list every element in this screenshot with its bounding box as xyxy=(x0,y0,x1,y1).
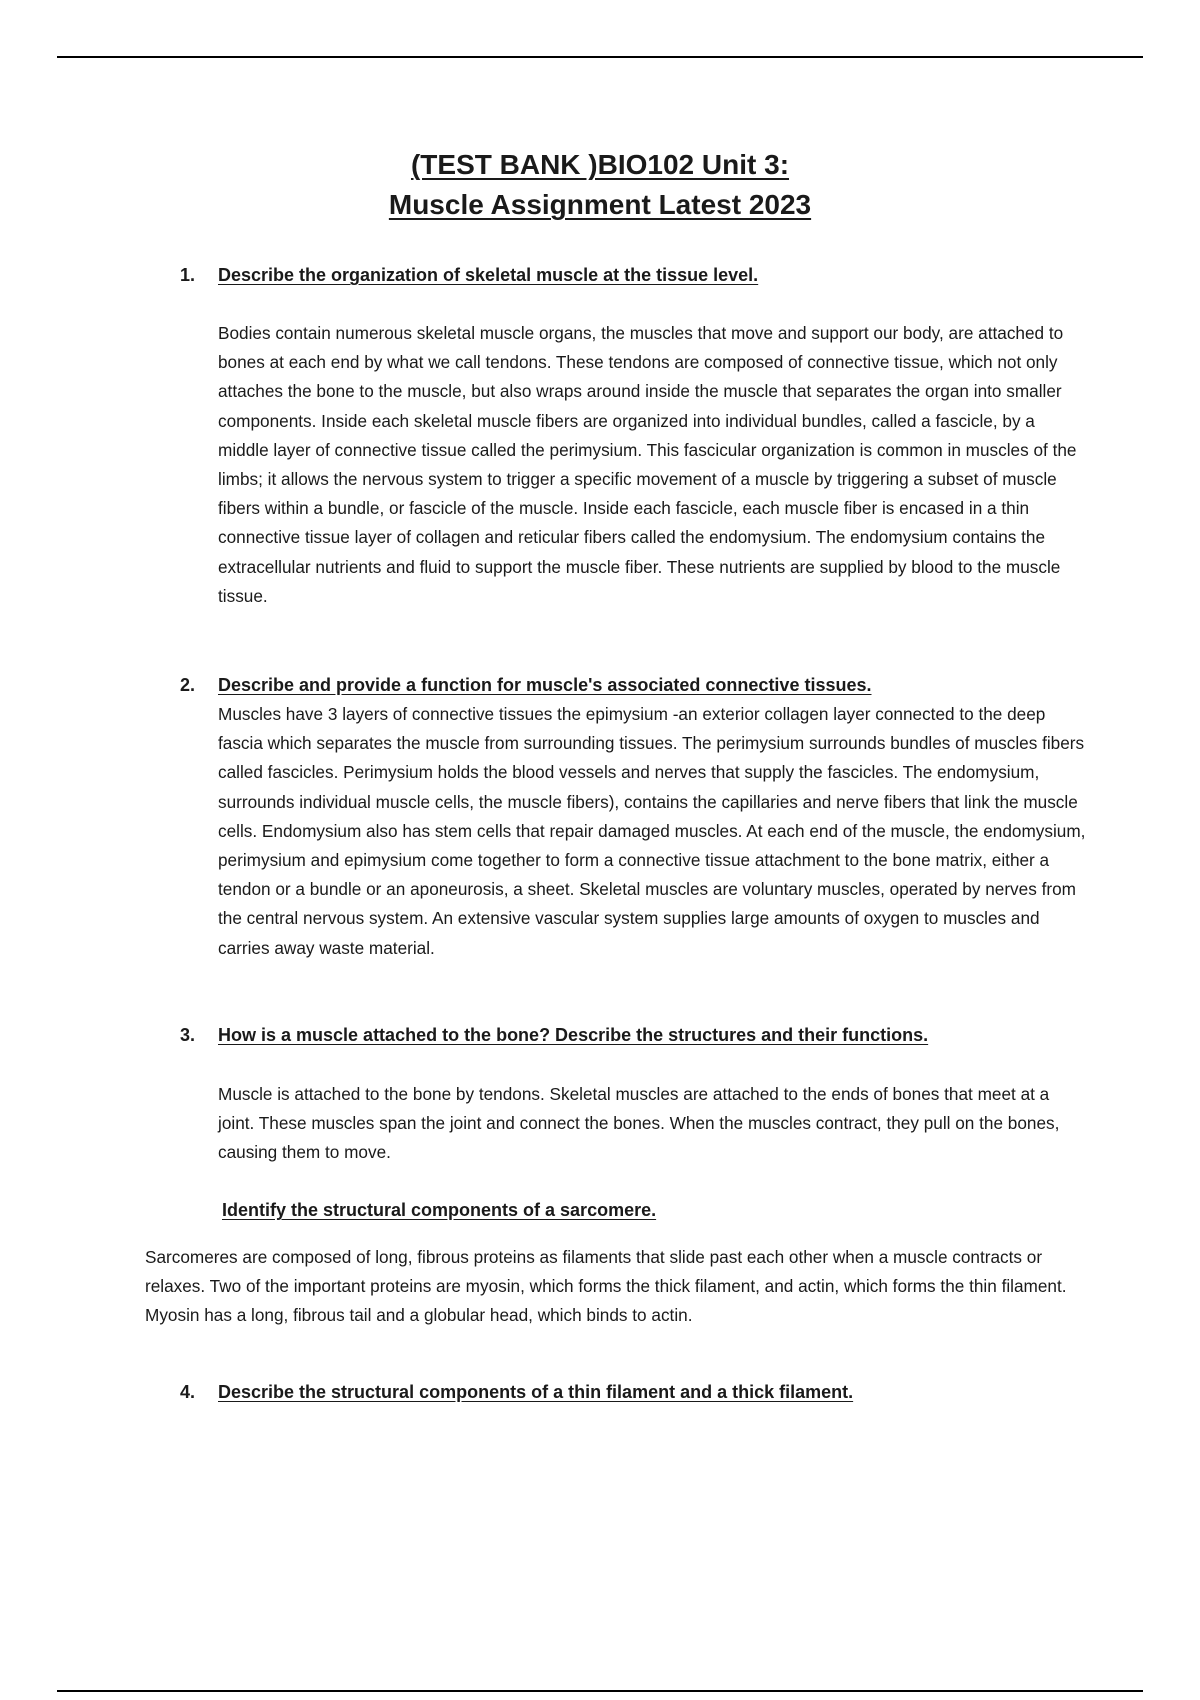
bottom-rule xyxy=(57,1690,1143,1692)
title-line-1: (TEST BANK )BIO102 Unit 3: xyxy=(410,149,790,180)
question-number: 1. xyxy=(180,265,196,285)
question-text: How is a muscle attached to the bone? Describe the structures and their functions. xyxy=(218,1025,929,1045)
question-text: Describe the structural components of a thin filament and a thick filament. xyxy=(218,1382,854,1402)
question-text: Describe and provide a function for muscle's associated connective tissues. xyxy=(218,675,872,695)
question-number: 2. xyxy=(180,675,196,695)
sarcomere-answer: Sarcomeres are composed of long, fibrous proteins as filaments that slide past each other when a muscle contracts or relaxes. Two of the important proteins are myosin, which forms the thick filament, and actin, which forms the thin filament. Myosin has a long, fibrous tail and a globular head, which binds to actin. xyxy=(145,1247,1067,1326)
top-rule xyxy=(57,56,1143,58)
question-1 xyxy=(180,262,1080,288)
title-line-2: Muscle Assignment Latest 2023 xyxy=(388,189,812,220)
answer-3: Muscle is attached to the bone by tendons. Skeletal muscles are attached to the ends of bones that meet at a joint. These muscles span the joint and connect the bones. When the muscles contract, they pull on the bones, causing them to move. xyxy=(218,1084,1060,1163)
document-title xyxy=(0,145,1200,225)
question-4 xyxy=(180,1379,1080,1405)
question-number: 3. xyxy=(180,1025,196,1045)
question-text: Describe the organization of skeletal muscle at the tissue level. xyxy=(218,265,759,285)
question-3 xyxy=(180,1022,1080,1048)
question-number: 4. xyxy=(180,1382,196,1402)
question-2 xyxy=(180,672,1080,698)
answer-1: Bodies contain numerous skeletal muscle organs, the muscles that move and support our body, are attached to bones at each end by what we call tendons. These tendons are composed of connective tissue, which not only attaches the bone to the muscle, but also wraps around inside the muscle that separates the organ into smaller components. Inside each skeletal muscle fibers are organized into individual bundles, called a fascicle, by a middle layer of connective tissue called the perimysium. This fascicular organization is common in muscles of the limbs; it allows the nervous system to trigger a specific movement of a muscle by triggering a subset of muscle fibers within a bundle, or fascicle of the muscle. Inside each fascicle, each muscle fiber is encased in a thin connective tissue layer of collagen and reticular fibers called the endomysium. The endomysium contains the extracellular nutrients and fluid to support the muscle fiber. These nutrients are supplied by blood to the muscle tissue. xyxy=(218,323,1077,606)
sarcomere-heading-text: Identify the structural components of a sarcomere. xyxy=(222,1200,657,1220)
answer-2: Muscles have 3 layers of connective tissues the epimysium -an exterior collagen layer connected to the deep fascia which separates the muscle from surrounding tissues. The perimysium surrounds bundles of muscles fibers called fascicles. Perimysium holds the blood vessels and nerves that supply the fascicles. The endomysium, surrounds individual muscle cells, the muscle fibers), contains the capillaries and nerve fibers that link the muscle cells. Endomysium also has stem cells that repair damaged muscles. At each end of the muscle, the endomysium, perimysium and epimysium come together to form a connective tissue attachment to the bone matrix, either a tendon or a bundle or an aponeurosis, a sheet. Skeletal muscles are voluntary muscles, operated by nerves from the central nervous system. An extensive vascular system supplies large amounts of oxygen to muscles and carries away waste material. xyxy=(218,704,1086,958)
sarcomere-heading xyxy=(222,1197,1082,1223)
